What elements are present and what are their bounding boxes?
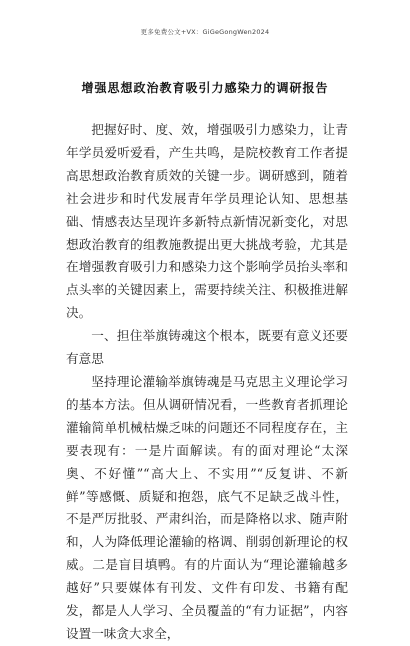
header-note: 更多免费公文+VX：GiGeGongWen2024 xyxy=(140,28,270,36)
document-body xyxy=(66,119,348,646)
document-title: 增强思想政治教育吸引力感染力的调研报告 xyxy=(81,81,329,95)
body-paragraph: 坚持理论灌输举旗铸魂是马克思主义理论学习的基本方法。但从调研情况看，一些教育者抓理论灌输简单机械枯燥乏味的问题还不同程度存在，主要表现有：一是片面解读。有的面对理论“太深奥、不好懂”“高大上、不实用”“反复讲、不新鲜”等感慨、质疑和抱怨，底气不足缺乏战斗性，不是严厉批驳、严肃纠治，而是降格以求、随声附和，人为降低理论灌输的格调、削弱创新理论的权威。二是盲目填鸭。有的片面认为“理论灌输越多越好”只要媒体有刊发、文件有印发、书籍有配发，都是人人学习、全员覆盖的“有力证据”，内容设置一味贪大求全， xyxy=(66,373,348,641)
intro-paragraph: 把握好时、度、效，增强吸引力感染力，让青年学员爱听爱看，产生共鸣，是院校教育工作者提高思想政治教育质效的关键一步。调研感到，随着社会进步和时代发展青年学员理论认知、思想基础、情感表达呈现许多新特点新情况新变化，对思想政治教育的组教施教提出更大挑战考验，尤其是在增强教育吸引力和感染力这个影响学员抬头率和点头率的关键因素上，需要持续关注、积极推进解决。 xyxy=(66,122,348,321)
section-heading: 一、担住举旗铸魂这个根本，既要有意义还要有意思 xyxy=(66,328,348,367)
